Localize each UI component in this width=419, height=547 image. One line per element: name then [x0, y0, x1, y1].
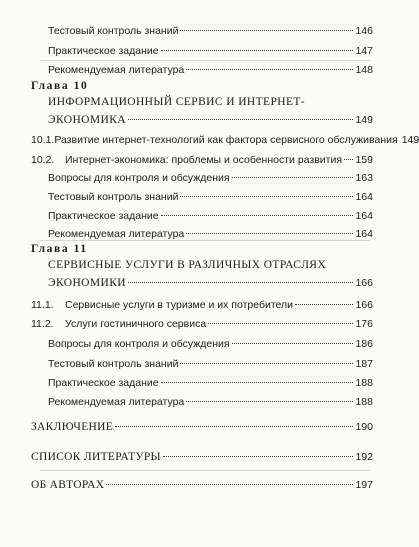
- toc-entry-label: Практическое задание: [48, 376, 159, 389]
- back-matter-label: ЗАКЛЮЧЕНИЕ: [31, 420, 114, 433]
- section-label: Развитие интернет-технологий как фактора сервисного обслуживания: [54, 133, 398, 146]
- leader-dots: [186, 222, 353, 234]
- toc-entry-label: Тестовый контроль знаний: [48, 190, 179, 203]
- section-page: 176: [355, 317, 373, 330]
- toc-entry-page: 147: [355, 44, 373, 57]
- toc-entry-page: 163: [355, 171, 373, 184]
- leader-dots: [161, 39, 354, 51]
- toc-section: [31, 151, 373, 166]
- toc-entry-page: 188: [355, 395, 373, 408]
- toc-entry: [48, 188, 373, 203]
- toc-entry: [48, 393, 373, 408]
- chapter-label: Глава 11: [31, 243, 88, 255]
- toc-section: [31, 296, 373, 311]
- toc-entry-page: 148: [355, 63, 373, 76]
- toc-entry: [48, 355, 373, 370]
- toc-entry: [48, 207, 373, 222]
- section-page: 149: [401, 133, 419, 146]
- section-page: 159: [355, 153, 373, 166]
- back-matter-page: 197: [355, 478, 373, 491]
- leader-dots: [161, 204, 354, 216]
- chapter-title: [48, 95, 373, 128]
- leader-dots: [295, 293, 353, 305]
- section-page: 166: [355, 298, 373, 311]
- section-number: 11.2.: [31, 317, 54, 330]
- back-matter-page: 192: [355, 450, 373, 463]
- section-number: 10.2.: [31, 153, 55, 166]
- toc-entry-page: 187: [355, 357, 373, 370]
- chapter-title-line: ЭКОНОМИКА: [48, 113, 126, 126]
- toc-section: [31, 131, 419, 146]
- toc-entry-page: 164: [355, 227, 373, 240]
- chapter-label: Глава 10: [31, 80, 89, 92]
- toc-entry-page: 186: [355, 337, 373, 350]
- toc-back-matter: [31, 417, 373, 433]
- chapter-title-line: ИНФОРМАЦИОННЫЙ СЕРВИС И ИНТЕРНЕТ-: [48, 96, 306, 108]
- show-through-line: [40, 470, 370, 471]
- toc-entry-page: 164: [355, 190, 373, 203]
- toc-entry: [48, 225, 373, 240]
- toc-back-matter: [31, 475, 373, 491]
- leader-dots: [180, 352, 353, 364]
- leader-dots: [128, 107, 353, 120]
- leader-dots: [232, 332, 354, 344]
- toc-entry-page: 146: [355, 24, 373, 37]
- chapter-title-line: СЕРВИСНЫЕ УСЛУГИ В РАЗЛИЧНЫХ ОТРАСЛЯХ: [48, 259, 327, 271]
- toc-section: [31, 315, 373, 330]
- toc-entry: [48, 335, 373, 350]
- leader-dots: [163, 444, 354, 457]
- toc-entry: [48, 169, 373, 184]
- toc-entry: [48, 22, 373, 37]
- section-label: Интернет-экономика: проблемы и особенности развития: [65, 153, 343, 166]
- back-matter-page: 190: [355, 420, 373, 433]
- toc-entry-label: Рекомендуемая литература: [48, 395, 185, 408]
- toc-entry-label: Вопросы для контроля и обсуждения: [48, 171, 230, 184]
- toc-entry: [48, 374, 373, 389]
- section-number: 10.1.: [31, 133, 55, 146]
- toc-entry-label: Рекомендуемая литература: [48, 63, 185, 76]
- section-label: Услуги гостиничного сервиса: [65, 317, 207, 330]
- toc-entry-label: Рекомендуемая литература: [48, 227, 185, 240]
- back-matter-label: СПИСОК ЛИТЕРАТУРЫ: [31, 450, 161, 463]
- leader-dots: [208, 312, 353, 324]
- leader-dots: [128, 270, 353, 283]
- toc-back-matter: [31, 447, 373, 463]
- leader-dots: [106, 472, 353, 485]
- leader-dots: [344, 148, 353, 160]
- leader-dots: [180, 185, 353, 197]
- toc-entry: [48, 42, 373, 57]
- section-label: Сервисные услуги в туризме и их потребители: [65, 298, 294, 311]
- toc-entry: [48, 61, 373, 76]
- toc-entry-page: 188: [355, 376, 373, 389]
- leader-dots: [186, 390, 353, 402]
- toc-entry-label: Вопросы для контроля и обсуждения: [48, 337, 230, 350]
- toc-entry-label: Практическое задание: [48, 209, 159, 222]
- leader-dots: [232, 166, 354, 178]
- leader-dots: [180, 19, 353, 31]
- toc-entry-label: Тестовый контроль знаний: [48, 24, 179, 37]
- show-through-line: [40, 240, 370, 241]
- leader-dots: [161, 371, 354, 383]
- chapter-title-line: ЭКОНОМИКИ: [48, 276, 126, 289]
- chapter-page: 149: [355, 113, 373, 126]
- leader-dots: [186, 58, 353, 70]
- section-number: 11.1.: [31, 298, 54, 311]
- toc-entry-page: 164: [355, 209, 373, 222]
- leader-dots: [115, 414, 353, 427]
- chapter-page: 166: [355, 276, 373, 289]
- chapter-title: [48, 258, 373, 291]
- back-matter-label: ОБ АВТОРАХ: [31, 478, 105, 491]
- toc-entry-label: Практическое задание: [48, 44, 159, 57]
- toc-entry-label: Тестовый контроль знаний: [48, 357, 179, 370]
